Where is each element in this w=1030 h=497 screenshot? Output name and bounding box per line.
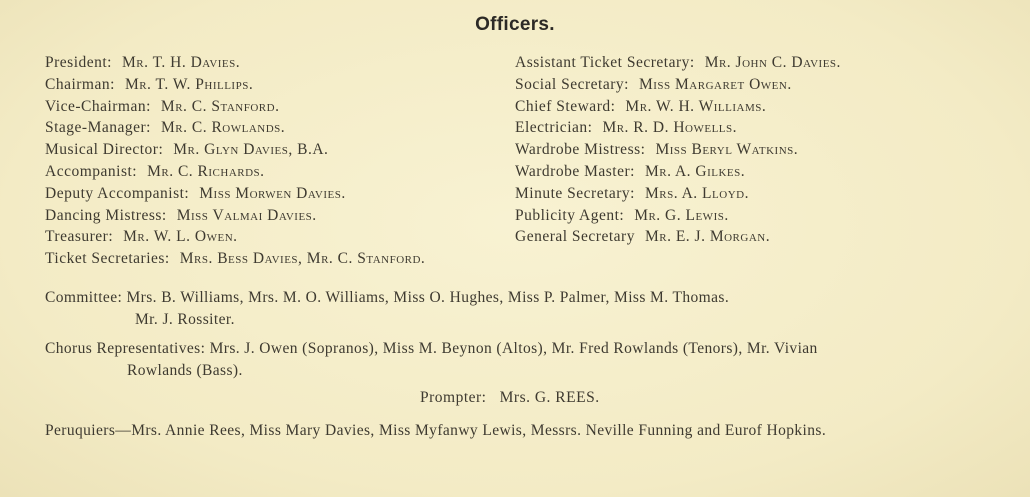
officer-name: Mr. W. L. Owen. — [123, 228, 238, 246]
officer-row — [45, 161, 425, 183]
officer-role: Assistant Ticket Secretary: — [515, 54, 695, 71]
officer-name: Mr. E. J. Morgan. — [644, 228, 771, 246]
officer-role: Chairman: — [45, 75, 115, 93]
officer-row — [45, 139, 425, 161]
officer-name: Miss Margaret Owen. — [638, 75, 792, 93]
officer-role: Publicity Agent: — [515, 206, 625, 224]
officer-row — [515, 74, 841, 96]
committee-members: Mrs. B. Williams, Mrs. M. O. Williams, Miss O. Hughes, Miss P. Palmer, Miss M. Thomas. — [126, 289, 730, 306]
chorus-label: Chorus Representatives: — [45, 340, 206, 357]
officer-role: General Secretary — [515, 228, 635, 246]
officer-name: Mrs. A. Lloyd. — [644, 184, 749, 202]
officer-row — [515, 161, 841, 183]
officer-name: Mr. T. W. Phillips. — [124, 75, 254, 93]
officer-name: Mr. C. Rowlands. — [161, 119, 286, 137]
officer-row — [45, 52, 425, 74]
officer-name: Mr. T. H. Davies. — [122, 54, 241, 71]
officer-row — [515, 205, 841, 227]
officer-role: Vice-Chairman: — [45, 97, 151, 115]
officer-name: Miss Valmai Davies. — [176, 206, 317, 224]
chorus-paragraph — [45, 338, 995, 382]
officer-row — [45, 248, 425, 270]
officer-name: Mr. R. D. Howells. — [602, 119, 738, 137]
officer-name: Mr. A. Gilkes. — [644, 162, 746, 180]
officer-row — [515, 183, 841, 205]
officer-role: President: — [45, 54, 112, 71]
officer-name: Mr. Glyn Davies, B.A. — [173, 141, 329, 159]
officer-role: Accompanist: — [45, 162, 138, 180]
prompter-name: Mrs. G. REES. — [499, 389, 600, 406]
officer-row — [515, 117, 841, 139]
committee-label: Committee: — [45, 289, 123, 306]
officer-role: Treasurer: — [45, 228, 114, 246]
officer-name: Mr. C. Richards. — [147, 162, 265, 180]
officer-role: Chief Steward: — [515, 97, 616, 115]
officer-row — [45, 205, 425, 227]
officer-role: Deputy Accompanist: — [45, 184, 190, 202]
page-title: Officers. — [475, 14, 555, 35]
officer-role: Stage-Manager: — [45, 119, 151, 137]
officers-left-column — [45, 52, 425, 270]
officer-name: Mr. C. Stanford. — [160, 97, 280, 115]
officer-row — [45, 74, 425, 96]
officer-name: Mr. John C. Davies. — [704, 54, 841, 71]
officer-row — [515, 96, 841, 118]
officer-role: Dancing Mistress: — [45, 206, 167, 224]
officer-row — [515, 52, 841, 74]
prompter-label: Prompter: — [420, 389, 487, 406]
officer-role: Wardrobe Mistress: — [515, 141, 646, 159]
officer-name: Mr. W. H. Williams. — [625, 97, 767, 115]
officer-row — [515, 226, 841, 248]
officer-row — [515, 139, 841, 161]
officer-row — [45, 96, 425, 118]
officer-role: Musical Director: — [45, 141, 164, 159]
officer-role: Electrician: — [515, 119, 593, 137]
officer-role: Wardrobe Master: — [515, 162, 635, 180]
committee-paragraph — [45, 287, 995, 331]
officer-name: Miss Beryl Watkins. — [655, 141, 799, 159]
officer-role: Social Secretary: — [515, 75, 629, 93]
officer-role: Minute Secretary: — [515, 184, 635, 202]
chorus-members-continued: Rowlands (Bass). — [127, 362, 243, 379]
officer-name: Mrs. Bess Davies, Mr. C. Stanford. — [179, 250, 426, 268]
officer-row — [45, 226, 425, 248]
prompter-line — [420, 389, 600, 407]
peruquiers-paragraph: Peruquiers—Mrs. Annie Rees, Miss Mary Davies, Miss Myfanwy Lewis, Messrs. Neville Funning and Eurof Hopkins. — [45, 422, 827, 439]
officer-row — [45, 117, 425, 139]
officer-name: Mr. G. Lewis. — [634, 206, 729, 224]
officer-name: Miss Morwen Davies. — [199, 184, 346, 202]
officer-row — [45, 183, 425, 205]
chorus-members: Mrs. J. Owen (Sopranos), Miss M. Beynon (Altos), Mr. Fred Rowlands (Tenors), Mr. Vivian — [209, 340, 818, 357]
officer-role: Ticket Secretaries: — [45, 250, 170, 268]
officers-right-column — [515, 52, 841, 248]
committee-members-continued: Mr. J. Rossiter. — [135, 311, 235, 328]
